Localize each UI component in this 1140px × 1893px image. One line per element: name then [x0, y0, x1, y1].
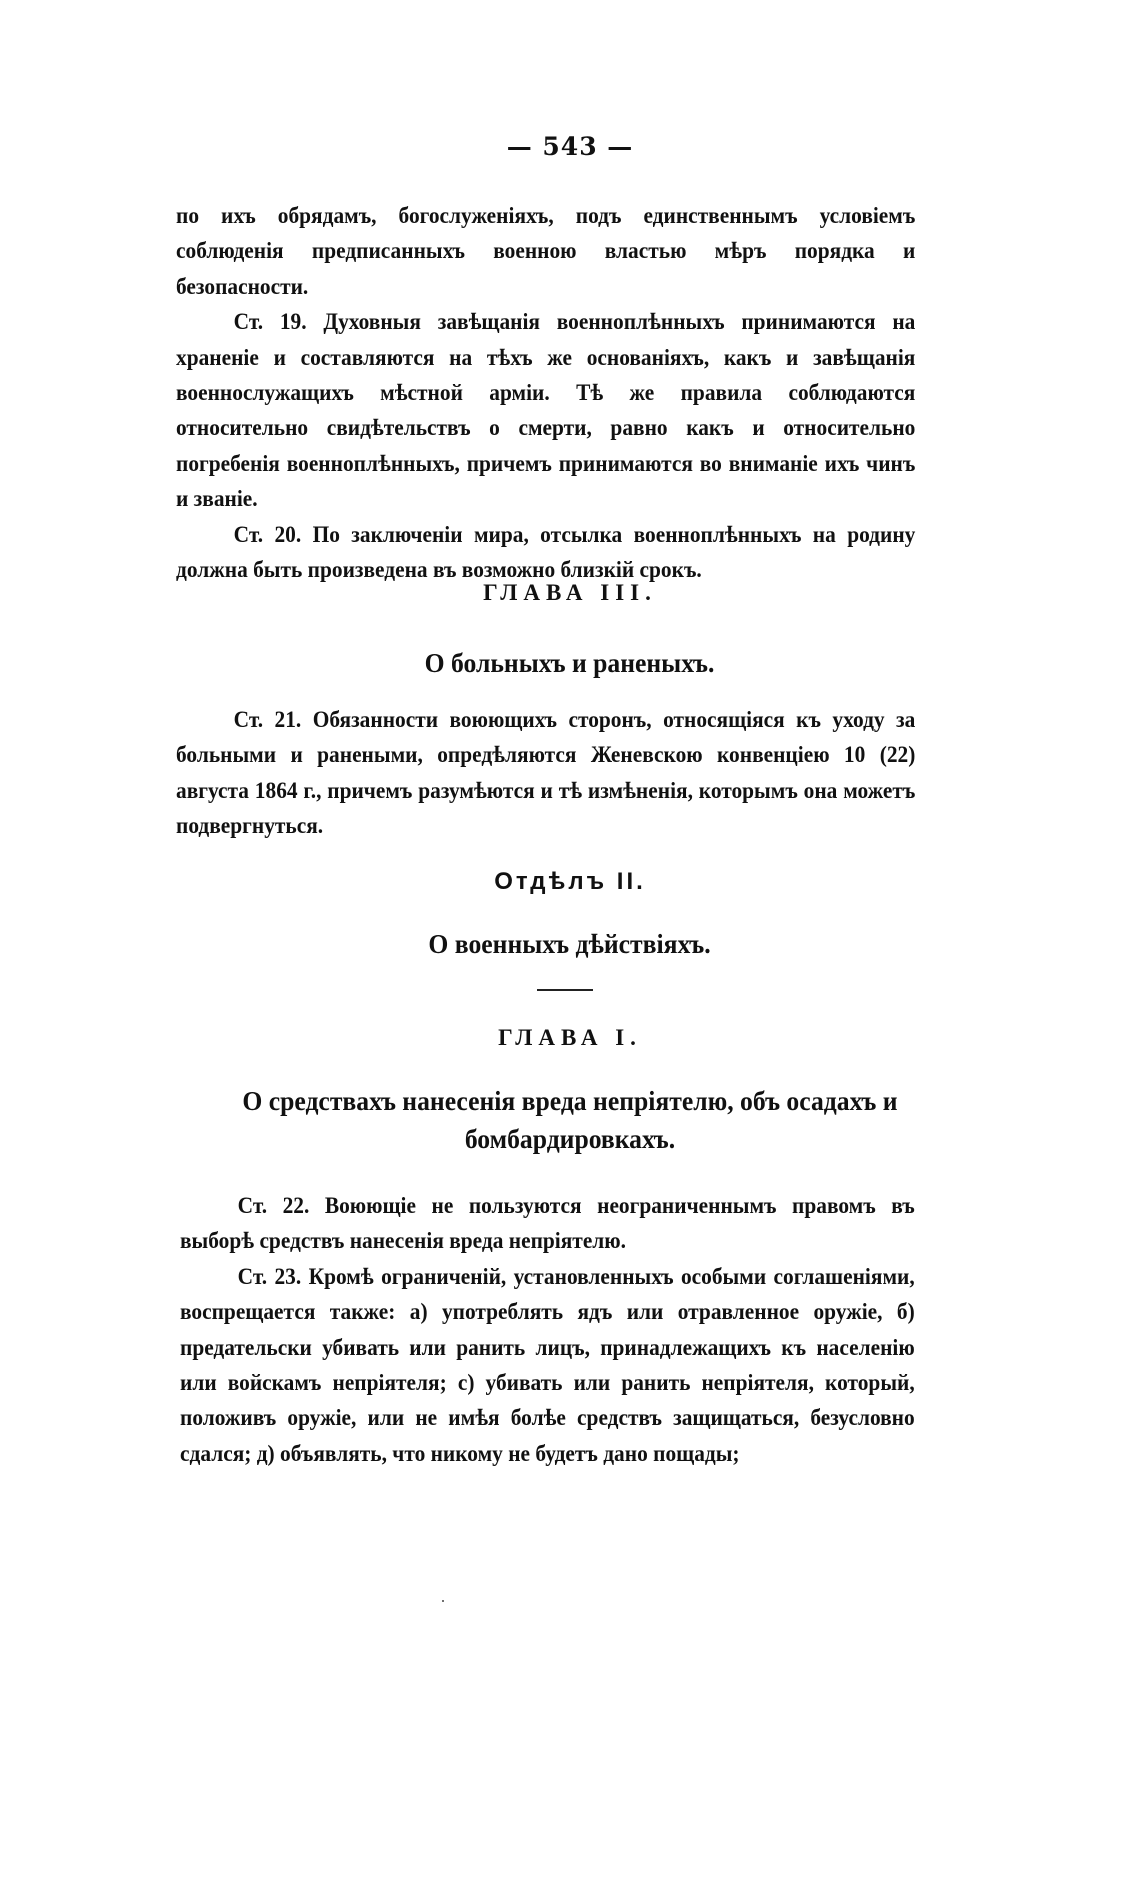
paragraph-article-20: Ст. 20. По заключеніи мира, отсылка военноплѣнныхъ на родину должна быть произведена въ возможно близкій срокъ.	[176, 521, 916, 583]
chapter-3-title	[0, 644, 1140, 682]
print-speck	[442, 1600, 444, 1602]
paragraph-article-19: Ст. 19. Духовныя завѣщанія военноплѣнныхъ принимаются на храненіе и составляются на тѣхъ же основаніяхъ, какъ и завѣщанія военнослужащихъ мѣстной арміи. Тѣ же правила соблюдаются относительно свидѣтельствъ о смерти, равно какъ и относительно погребенія военноплѣнныхъ, причемъ принимаются во вниманіе ихъ чинъ и званіе.	[176, 309, 916, 512]
page-number: — 543 —	[506, 132, 634, 161]
chapter-3-heading: ГЛАВА III.	[483, 580, 657, 605]
part-2-title-text: О военныхъ дѣйствіяхъ.	[428, 929, 712, 959]
chapter-1-heading: ГЛАВА I.	[498, 1025, 642, 1050]
section-divider	[537, 989, 593, 991]
text-block-article-21	[176, 702, 915, 844]
text-block-articles-22-23	[180, 1188, 915, 1471]
part-2-heading: Отдѣлъ II.	[494, 868, 646, 895]
paragraph-article-22: Ст. 22. Воюющіе не пользуются неограниченнымъ правомъ въ выборѣ средствъ нанесенія вреда непріятелю.	[180, 1193, 915, 1254]
text-block-articles-18-20	[176, 198, 915, 587]
chapter-1-title-text: О средствахъ нанесенія вреда непріятелю, объ осадахъ и бомбардировкахъ.	[242, 1086, 898, 1154]
paragraph-article-21: Ст. 21. Обязанности воюющихъ сторонъ, относящіяся къ уходу за больными и ранеными, опредѣляются Женевскою конвенціею 10 (22) августа 1864 г., причемъ разумѣются и тѣ измѣненія, которымъ она можетъ подвергнуться.	[176, 707, 916, 839]
chapter-1-title	[160, 1082, 980, 1158]
part-2-title	[0, 925, 1140, 963]
paragraph-continuation: по ихъ обрядамъ, богослуженіяхъ, подъ единственнымъ условіемъ соблюденія предписанныхъ военною властью мѣръ порядка и безопасности.	[176, 203, 916, 299]
chapter-3-title-text: О больныхъ и раненыхъ.	[425, 648, 715, 678]
paragraph-article-23: Ст. 23. Кромѣ ограниченій, установленныхъ особыми соглашеніями, воспрещается также: а) употреблять ядъ или отравленное оружіе, б) предательски убивать или ранить лицъ, принадлежащихъ къ населенію или войскамъ непріятеля; с) убивать или ранить непріятеля, который, положивъ оружіе, или не имѣя болѣе средствъ защищаться, безусловно сдался; д) объявлять, что никому не будетъ дано пощады;	[180, 1263, 915, 1466]
